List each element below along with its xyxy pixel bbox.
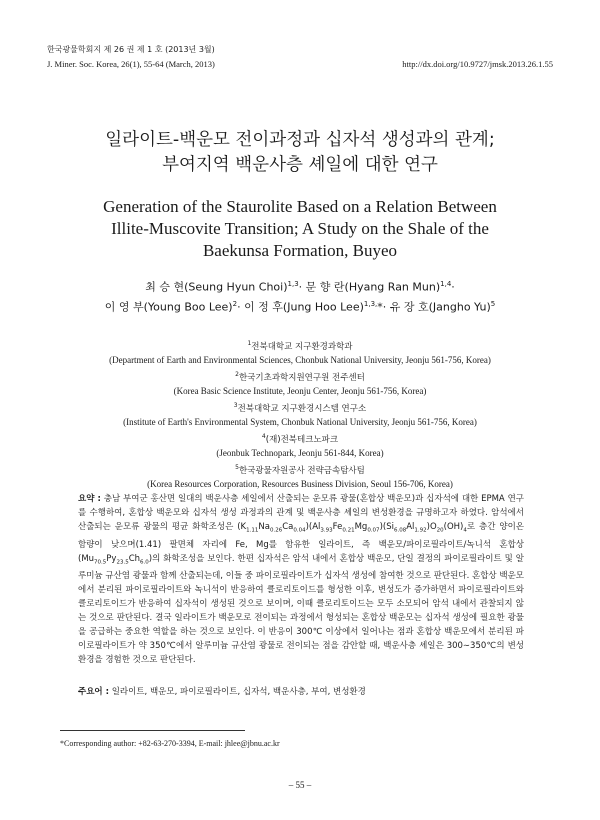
formula-subscript: 6.0 [140, 559, 149, 566]
abstract-text: )O [426, 522, 437, 532]
abstract-text: (OH) [443, 522, 464, 532]
abstract-text: 로 층간 양이온 함량이 낮으며(1.41) 팔면체 자리에 Fe, Mg를 함유한 일라이트, 즉 백운모/파이로필라이트/녹니석 혼합상(Mu [78, 522, 524, 564]
affiliation-korean [0, 430, 600, 447]
affiliation-sup: 3 [233, 402, 238, 410]
affiliation-korean [0, 368, 600, 385]
affiliation-sup: 4 [261, 433, 266, 441]
title-english [0, 196, 600, 262]
author-separator: · [237, 300, 241, 314]
formula-subscript: 1.11 [246, 527, 259, 534]
author-name: 이 정 후(Jung Hoo Lee) [244, 300, 364, 314]
title-korean-line: 부여지역 백운사층 셰일에 대한 연구 [162, 155, 438, 175]
formula-subscript: 6.08 [393, 527, 407, 534]
keywords-text: 일라이트, 백운모, 파이로필라이트, 십자석, 백운사층, 부여, 변성환경 [111, 687, 366, 697]
author-name: 이 영 부(Young Boo Lee) [104, 300, 233, 314]
affiliation-korean-text: (재)전북테크노파크 [265, 434, 339, 445]
formula-subscript: 20 [436, 527, 444, 534]
author-affil-sup: 5 [490, 299, 496, 308]
journal-header-korean: 한국광물학회지 제 26 권 제 1 호 (2013년 3월) [47, 45, 215, 54]
author-affil-sup: 1,3, [363, 299, 378, 308]
affiliation-korean-text: 한국광물자원공사 전략금속탐사팀 [238, 465, 365, 476]
abstract-text: )(Al [305, 522, 321, 532]
affiliation-english: (Jeonbuk Technopark, Jeonju 561-844, Korea) [216, 448, 384, 459]
author-affil-sup: 1,4 [440, 280, 452, 288]
abstract-text: )의 화학조성을 보인다. 한편 십자석은 암석 내에서 혼합상 백운모, 단일 결정의 파이로필라이트 및 알루미늄 규산염 광물과 함께 산출되는데, 이들 중 파이로필라이트가 십자석 생성에 참여한 것으로 판단된다. 혼합상 백운모에서 분리된 파이로필라이트와 녹니석이 반응하여 클로리토이드를 형성한 이후, 변성도가 증가하면서 파이로필라이트와 클로리토이드가 반응하여 십자석이 생성된 것으로 보이며, 이때 클로리토이드는 모두 소모되어 암석 내에서 관찰되지 않는 것으로 판단된다. 결국 일라이트가 백운모로 전이되는 과정에서 형성되는 혼합상 백운모는 십자석 생성에 필요한 광물을 공급하는 중요한 역할을 하는 것으로 보인다. 이 반응이 300℃ 이상에서 일어나는 점과 혼합상 백운모에서 분리된 파이로필라이트가 약 350℃에서 알루미늄 규산염 광물로 전이되는 점을 감안할 때, 백운사층 셰일은 300∼350℃의 변성환경을 경험한 것으로 판단된다. [78, 553, 524, 666]
abstract-label: 요약 : [78, 494, 101, 504]
abstract-text: 충남 부여군 홍산면 일대의 백운사층 셰일에서 산출되는 운모류 광물(혼합상 백운모)과 십자석에 대한 EPMA 연구를 수행하여, 혼합상 백운모와 십자석 생성 과정과의 관계 및 백운사층 셰일의 변성환경을 규명하고자 하였다. 암석에서 산출되는 운모류 광물의 평균 화학조성은 (K [78, 494, 525, 532]
author-line [0, 276, 600, 296]
formula-subscript: 3.93 [320, 527, 333, 534]
author-list [0, 276, 600, 315]
author-separator: *· [377, 300, 387, 314]
affiliation-korean-text: 전북대학교 지구환경시스템 연구소 [237, 403, 367, 414]
abstract-text: Ca [282, 522, 294, 532]
author-separator: · [298, 280, 303, 294]
affiliation-english: (Department of Earth and Environmental Sciences, Chonbuk National University, Jeonju 561-756, Korea) [109, 355, 491, 366]
formula-subscript: 4 [463, 527, 467, 534]
title-korean-line: 일라이트-백운모 전이과정과 십자석 생성과의 관계; [105, 130, 495, 150]
abstract-text: Fe [332, 522, 343, 532]
author-affil-sup: 1,3 [287, 280, 299, 288]
corresponding-author-footnote: *Corresponding author: +82-63-270-3394, E-mail: jhlee@jbnu.ac.kr [60, 739, 280, 748]
affiliation-english: (Institute of Earth's Environmental System, Chonbuk National University, Jeonju 561-756, Korea) [123, 417, 477, 428]
affiliation-korean [0, 399, 600, 416]
affiliation-english: (Korea Resources Corporation, Resources Business Division, Seoul 156-706, Korea) [147, 479, 453, 490]
formula-subscript: 70.5 [94, 559, 107, 566]
keywords [78, 686, 524, 699]
formula-subscript: 0.26 [269, 527, 283, 534]
formula-subscript: 23.5 [116, 559, 129, 566]
abstract-text: Mg [354, 522, 368, 532]
affiliation-korean [0, 337, 600, 354]
abstract-text: Al [406, 522, 415, 532]
affiliation-sup: 5 [235, 464, 239, 472]
affiliation-list [0, 337, 600, 492]
author-affil-sup: 2 [232, 299, 238, 308]
journal-header-row [47, 58, 553, 70]
page-number: – 55 – [288, 780, 312, 790]
journal-citation: J. Miner. Soc. Korea, 26(1), 55-64 (March, 2013) [47, 59, 215, 69]
title-english-line: Baekunsa Formation, Buyeo [202, 241, 398, 260]
keywords-label: 주요어 : [78, 687, 109, 697]
doi-link[interactable]: http://dx.doi.org/10.9727/jmsk.2013.26.1.55 [402, 59, 553, 69]
formula-subscript: 0.21 [342, 527, 355, 534]
affiliation-sup: 2 [235, 371, 239, 379]
author-name: 최 승 현(Seung Hyun Choi) [145, 280, 288, 294]
author-name: 문 향 란(Hyang Ran Mun) [305, 280, 441, 294]
author-name: 유 장 호(Jangho Yu) [389, 300, 491, 314]
title-english-line: Illite-Muscovite Transition; A Study on the Shale of the [111, 219, 489, 238]
title-english-line: Generation of the Staurolite Based on a Relation Between [103, 197, 497, 216]
formula-subscript: 0.07 [367, 527, 380, 534]
affiliation-english: (Korea Basic Science Institute, Jeonju Center, Jeonju 561-756, Korea) [173, 386, 427, 397]
footnote-divider [60, 730, 245, 731]
affiliation-korean-text: 한국기초과학지원연구원 전주센터 [238, 372, 365, 383]
abstract-text: )(Si [379, 522, 394, 532]
affiliation-sup: 1 [247, 340, 252, 347]
abstract-text: Ch [128, 553, 141, 564]
affiliation-korean [0, 461, 600, 478]
formula-subscript: 1.92 [414, 527, 427, 534]
formula-subscript: 0.04 [293, 527, 306, 534]
abstract-text: Na [258, 522, 270, 532]
author-line [0, 296, 600, 316]
author-separator: · [451, 280, 455, 294]
abstract-text: Py [106, 553, 117, 564]
affiliation-korean-text: 전북대학교 지구환경과학과 [251, 341, 353, 352]
title-korean [0, 128, 600, 178]
abstract [78, 492, 524, 667]
